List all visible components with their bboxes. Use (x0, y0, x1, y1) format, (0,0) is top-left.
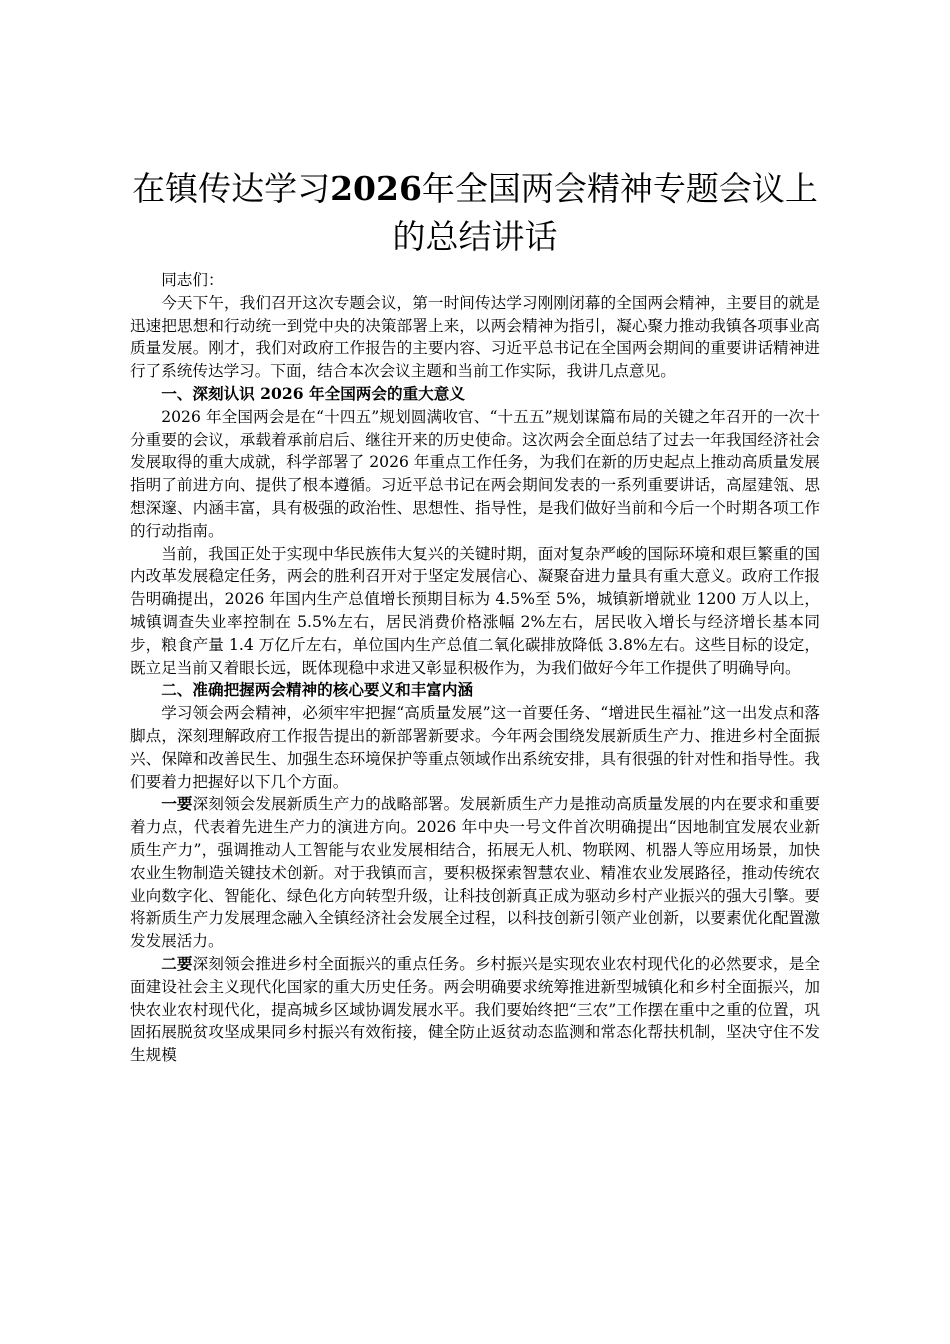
section-1-paragraph-2: 当前，我国正处于实现中华民族伟大复兴的关键时期，面对复杂严峻的国际环境和艰巨繁重的国内改革发展稳定任务，两会的胜利召开对于坚定发展信心、凝聚奋进力量具有重大意义。政府工作报告明确提出，2026 年国内生产总值增长预期目标为 4.5%至 5%，城镇新增就业 1200 万人以上，城镇调查失业率控制在 5.5%左右，居民消费价格涨幅 2%左右，居民收入增长与经济增长基本同步，粮食产量 1.4 万亿斤左右，单位国内生产总值二氧化碳排放降低 3.8%左右。这些目标的设定，既立足当前又着眼长远，既体现稳中求进又彰显积极作为，为我们做好今年工作提供了明确导向。 (130, 544, 820, 677)
section-1-paragraph-1: 2026 年全国两会是在“十四五”规划圆满收官、“十五五”规划谋篇布局的关键之年召开的一次十分重要的会议，承载着承前启后、继往开来的历史使命。这次两会全面总结了过去一年我国经济社会发展取得的重大成就，科学部署了 2026 年重点工作任务，为我们在新的历史起点上推动高质量发展指明了前进方向、提供了根本遵循。习近平总书记在两会期间发表的一系列重要讲话，高屋建瓴、思想深邃、内涵丰富，具有极强的政治性、思想性、指导性，是我们做好当前和今后一个时期各项工作的行动指南。 (130, 407, 820, 540)
document-title (130, 165, 820, 261)
document-body (130, 269, 820, 1067)
salutation: 同志们： (161, 271, 224, 289)
section-2-paragraph-2-text: 深刻领会发展新质生产力的战略部署。发展新质生产力是推动高质量发展的内在要求和重要着力点，代表着先进生产力的演进方向。2026 年中央一号文件首次明确提出“因地制宜发展农业新质生产力”，强调推动人工智能与农业发展相结合，拓展无人机、物联网、机器人等应用场景，加快农业生物制造关键技术创新。对于我镇而言，要积极探索智慧农业、精准农业发展路径，推动传统农业向数字化、智能化、绿色化方向转型升级，让科技创新真正成为驱动乡村产业振兴的强大引擎。要将新质生产力发展理念融入全镇经济社会发展全过程，以科技创新引领产业创新，以要素优化配置激发发展活力。 (130, 795, 820, 951)
section-2-paragraph-1: 学习领会两会精神，必须牢牢把握“高质量发展”这一首要任务、“增进民生福祉”这一出发点和落脚点，深刻理解政府工作报告提出的新部署新要求。今年两会围绕发展新质生产力、推进乡村全面振兴、保障和改善民生、加强生态环境保护等重点领域作出系统安排，具有很强的针对性和指导性。我们要着力把握好以下几个方面。 (130, 704, 820, 791)
title-year: 2026 (330, 169, 422, 208)
section-1-heading: 一、深刻认识 2026 年全国两会的重大意义 (161, 383, 465, 403)
title-part-1: 在镇传达学习 (132, 169, 331, 208)
section-2-paragraph-3-text: 深刻领会推进乡村全面振兴的重点任务。乡村振兴是实现农业农村现代化的必然要求，是全面建设社会主义现代化国家的重大历史任务。两会明确要求统筹推进新型城镇化和乡村全面振兴，加快农业农村现代化，提高城乡区域协调发展水平。我们要始终把“三农”工作摆在重中之重的位置，巩固拓展脱贫攻坚成果同乡村振兴有效衔接，健全防止返贫动态监测和常态化帮扶机制，坚决守住不发生规模 (130, 954, 820, 1065)
section-2-paragraph-3 (130, 953, 820, 1067)
section-2-heading: 二、准确把握两会精神的核心要义和丰富内涵 (161, 680, 474, 700)
section-2-paragraph-2-lead: 一要 (161, 794, 193, 814)
title-part-2: 年全国两会精神专题会议上的总结讲话 (392, 169, 818, 256)
paragraph-intro: 今天下午，我们召开这次专题会议，第一时间传达学习刚刚闭幕的全国两会精神，主要目的就是迅速把思想和行动统一到党中央的决策部署上来，以两会精神为指引，凝心聚力推动我镇各项事业高质量发展。刚才，我们对政府工作报告的主要内容、习近平总书记在全国两会期间的重要讲话精神进行了系统传达学习。下面，结合本次会议主题和当前工作实际，我讲几点意见。 (130, 293, 820, 381)
section-2-paragraph-2 (130, 793, 820, 953)
section-2-paragraph-3-lead: 二要 (161, 953, 193, 973)
document-page (130, 165, 820, 1067)
